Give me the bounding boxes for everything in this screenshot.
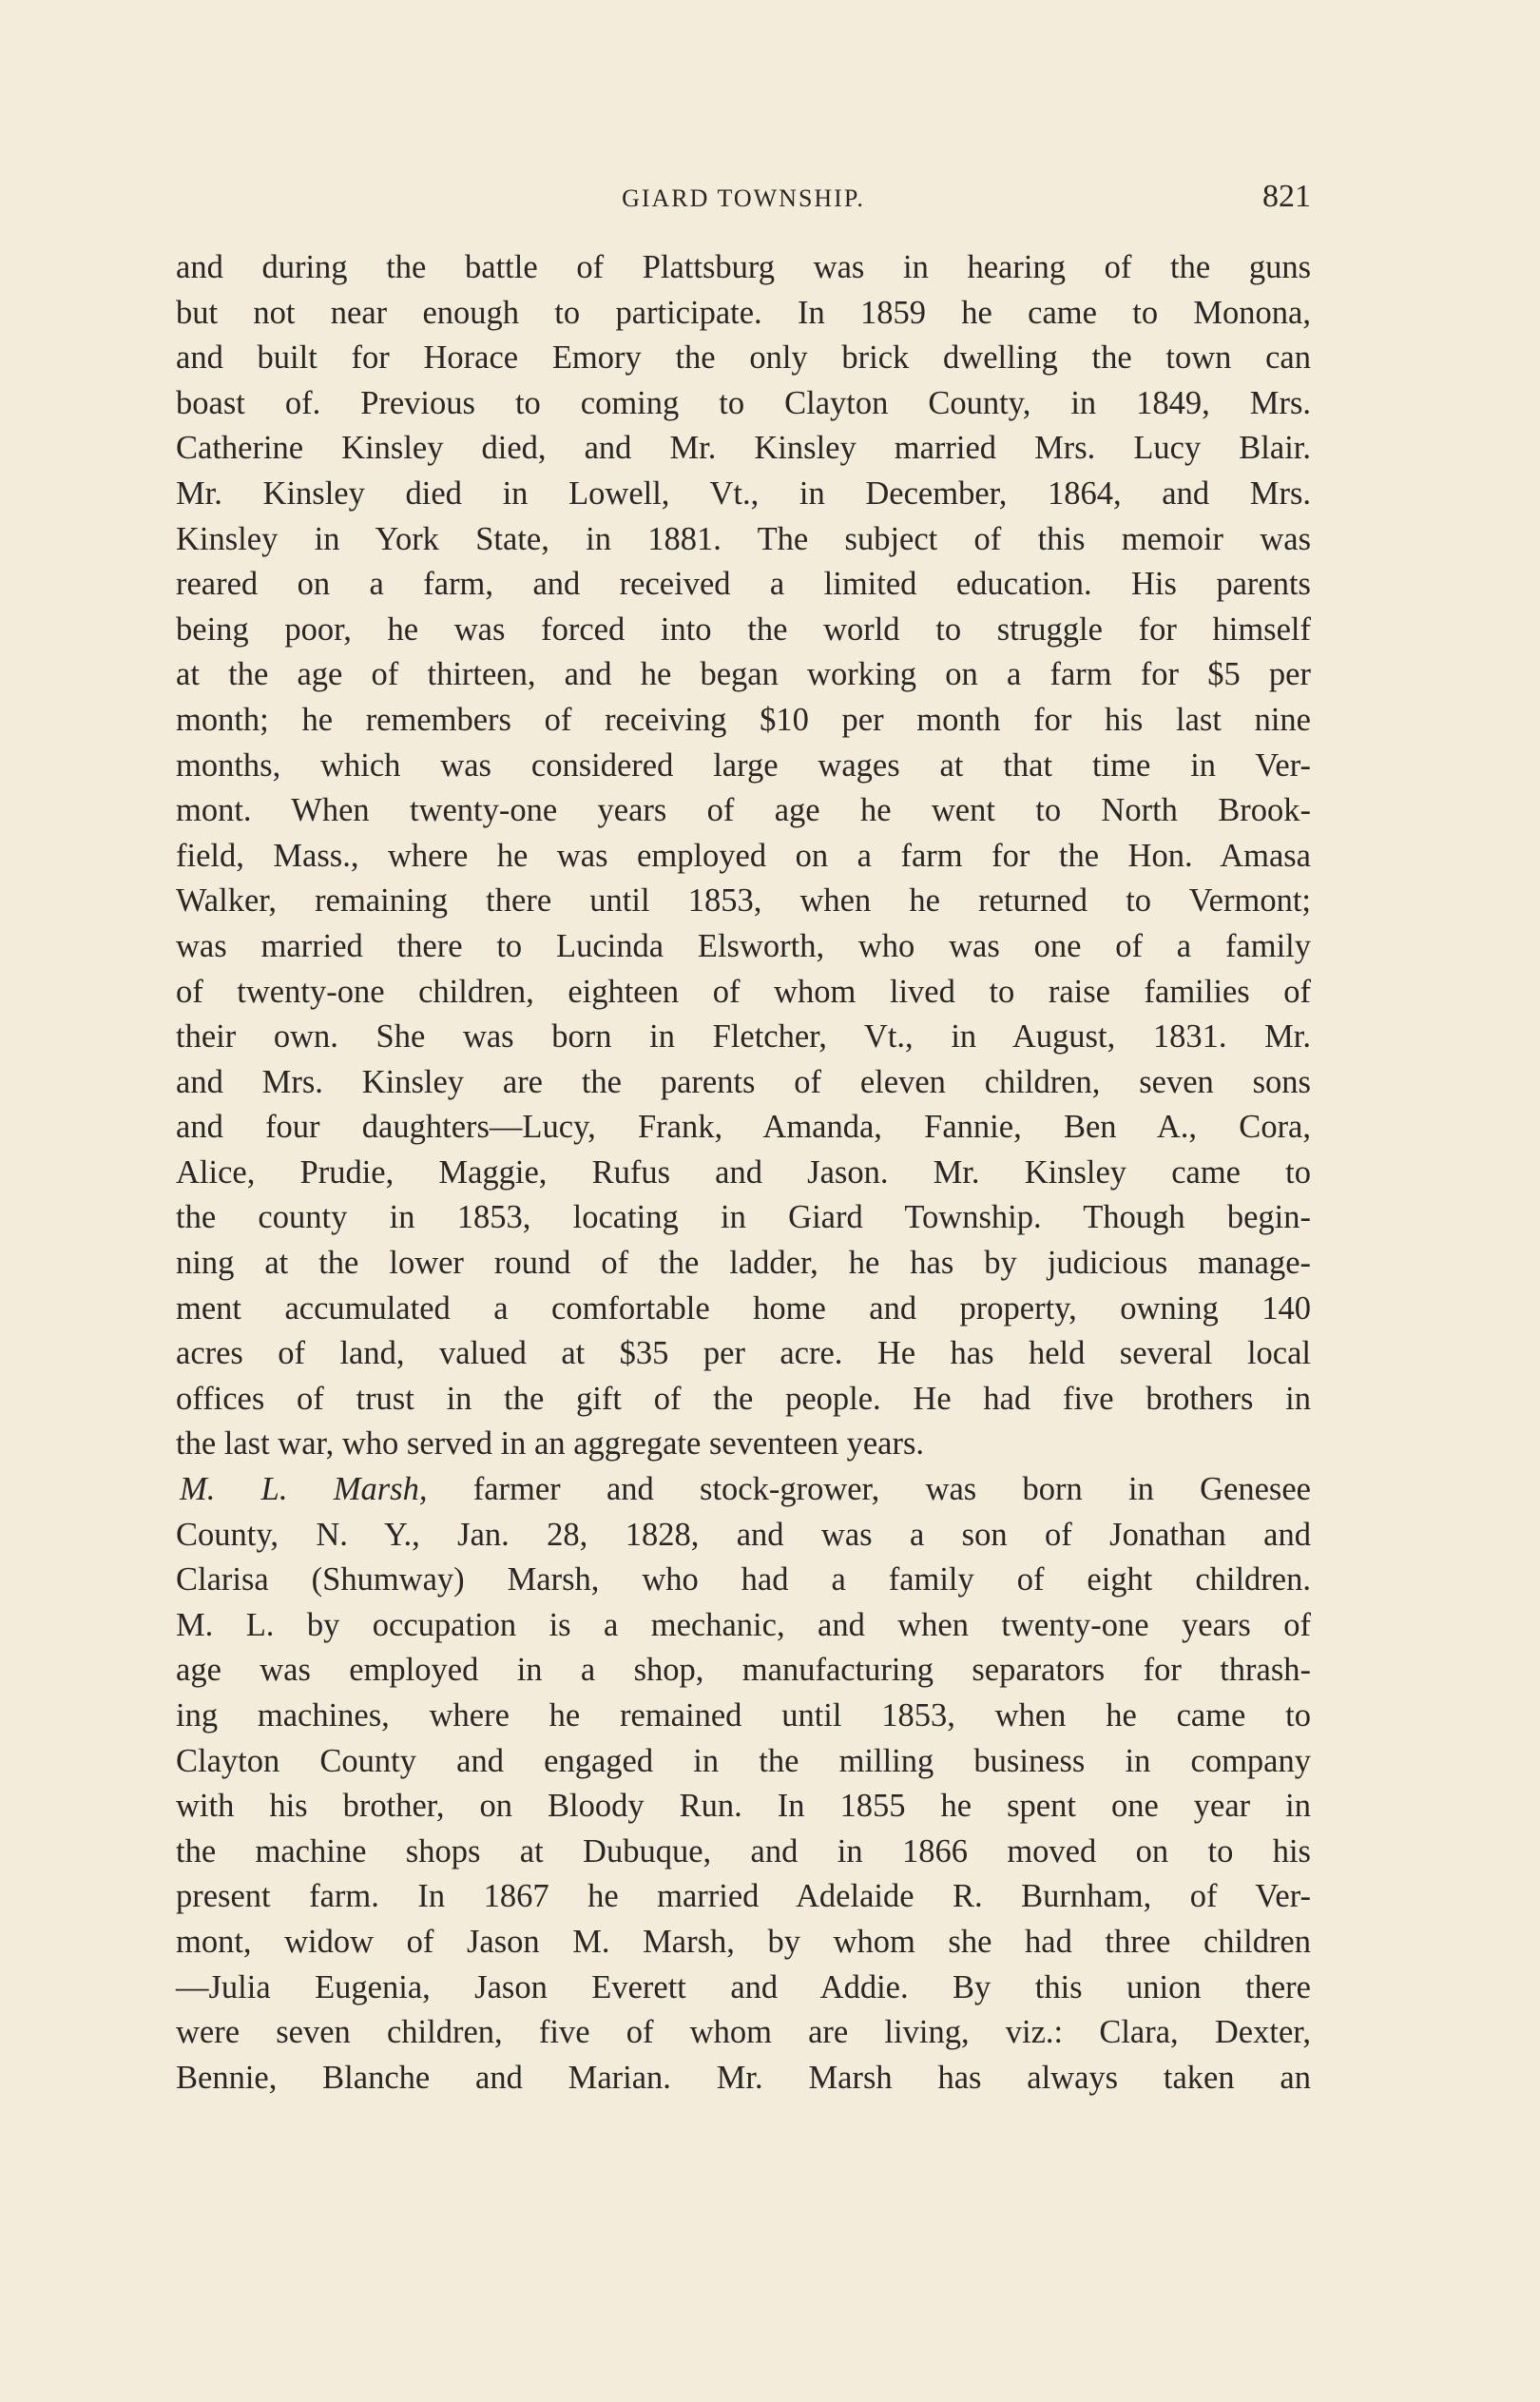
marsh-entry-first-line <box>176 1467 1311 1513</box>
text-line: M. L. by occupation is a mechanic, and when twenty-one years of <box>176 1606 1311 1643</box>
text-line: ment accumulated a comfortable home and property, owning 140 <box>176 1289 1311 1327</box>
entry-first-line-text: farmer and stock-grower, was born in Genesee <box>472 1471 1311 1508</box>
text-line: and Mrs. Kinsley are the parents of eleven children, seven sons <box>176 1063 1311 1100</box>
text-line: County, N. Y., Jan. 28, 1828, and was a son of Jonathan and <box>176 1516 1311 1553</box>
text-line: of twenty-one children, eighteen of whom lived to raise families of <box>176 973 1311 1010</box>
text-line: and built for Horace Emory the only brick dwelling the town can <box>176 339 1311 377</box>
text-line: age was employed in a shop, manufacturing separators for thrash- <box>176 1652 1311 1689</box>
text-line: ing machines, where he remained until 1853, when he came to <box>176 1697 1311 1734</box>
text-line: being poor, he was forced into the world to struggle for himself <box>176 610 1311 648</box>
text-line: mont, widow of Jason M. Marsh, by whom she had three children <box>176 1923 1311 1960</box>
text-line: and four daughters—Lucy, Frank, Amanda, Fannie, Ben A., Cora, <box>176 1109 1311 1146</box>
text-line: field, Mass., where he was employed on a farm for the Hon. Amasa <box>176 837 1311 874</box>
text-line: at the age of thirteen, and he began working on a farm for $5 per <box>176 656 1311 693</box>
page-number: 821 <box>1262 179 1311 214</box>
text-line: but not near enough to participate. In 1859 he came to Monona, <box>176 294 1311 331</box>
body-text <box>176 245 1311 2101</box>
text-line: reared on a farm, and received a limited education. His parents <box>176 566 1311 603</box>
text-line: Walker, remaining there until 1853, when he returned to Vermont; <box>176 882 1311 920</box>
text-line: Clayton County and engaged in the milling business in company <box>176 1742 1311 1779</box>
running-head <box>176 179 1311 217</box>
text-line: mont. When twenty-one years of age he went to North Brook- <box>176 792 1311 829</box>
entry-name: M. L. Marsh, <box>180 1471 428 1508</box>
text-line: —Julia Eugenia, Jason Everett and Addie. By this union there <box>176 1968 1311 2005</box>
running-title: GIARD TOWNSHIP. <box>622 184 865 212</box>
text-line: Clarisa (Shumway) Marsh, who had a family of eight children. <box>176 1561 1311 1598</box>
text-line: their own. She was born in Fletcher, Vt., in August, 1831. Mr. <box>176 1018 1311 1056</box>
text-line: Kinsley in York State, in 1881. The subject of this memoir was <box>176 520 1311 557</box>
text-line: months, which was considered large wages at that time in Ver- <box>176 746 1311 784</box>
text-line: Alice, Prudie, Maggie, Rufus and Jason. Mr. Kinsley came to <box>176 1153 1311 1191</box>
text-line: Mr. Kinsley died in Lowell, Vt., in December, 1864, and Mrs. <box>176 475 1311 512</box>
text-line: was married there to Lucinda Elsworth, who was one of a family <box>176 927 1311 964</box>
text-line: acres of land, valued at $35 per acre. He has held several local <box>176 1335 1311 1372</box>
text-line: Catherine Kinsley died, and Mr. Kinsley married Mrs. Lucy Blair. <box>176 430 1311 467</box>
text-line: the county in 1853, locating in Giard Township. Though begin- <box>176 1199 1311 1236</box>
text-line: Bennie, Blanche and Marian. Mr. Marsh has always taken an <box>176 2059 1311 2096</box>
text-line: offices of trust in the gift of the people. He had five brothers in <box>176 1380 1311 1417</box>
text-line: were seven children, five of whom are living, viz.: Clara, Dexter, <box>176 2014 1311 2051</box>
text-line: ning at the lower round of the ladder, he has by judicious manage- <box>176 1245 1311 1282</box>
text-line: month; he remembers of receiving $10 per month for his last nine <box>176 701 1311 738</box>
text-line: with his brother, on Bloody Run. In 1855 he spent one year in <box>176 1788 1311 1825</box>
text-line: the last war, who served in an aggregate seventeen years. <box>176 1425 924 1463</box>
text-line: the machine shops at Dubuque, and in 1866 moved on to his <box>176 1832 1311 1869</box>
text-line: and during the battle of Plattsburg was in hearing of the guns <box>176 249 1311 285</box>
text-line: boast of. Previous to coming to Clayton County, in 1849, Mrs. <box>176 384 1311 421</box>
text-line: present farm. In 1867 he married Adelaide R. Burnham, of Ver- <box>176 1878 1311 1915</box>
